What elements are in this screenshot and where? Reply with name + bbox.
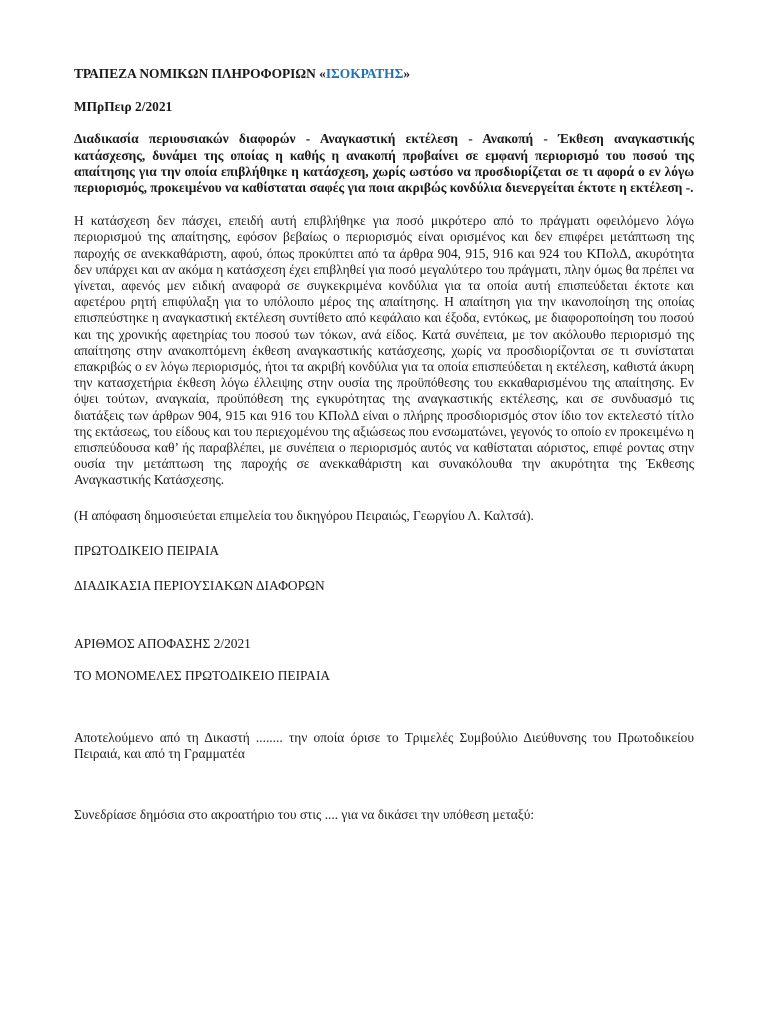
document-page (74, 66, 694, 823)
summary-paragraph: Διαδικασία περιουσιακών διαφορών - Αναγκαστική εκτέλεση - Ανακοπή - Έκθεση αναγκαστικής κατάσχεσης, δυνάμει της οποίας η καθής η ανακοπή προβαίνει σε εμφανή περιορισμό του ποσού της απαίτησης για την οποία επιβλήθηκε η κατάσχεση, χωρίς ωστόσο να προσδιορίζεται σε τι αφορά ο εν λόγω περιορισμός, προκειμένου να καθίσταται σαφές για ποια ακριβώς κονδύλια διενεργείται έκτοτε η εκτέλεση -. (74, 131, 694, 196)
document-title (74, 66, 694, 82)
court-composition: Αποτελούμενο από τη Δικαστή ........ την οποία όρισε το Τριμελές Συμβούλιο Διεύθυνσης του Πρωτοδικείου Πειραιά, και από τη Γραμματέα (74, 729, 694, 761)
court-full-name: ΤΟ ΜΟΝΟΜΕΛΕΣ ΠΡΩΤΟΔΙΚΕΙΟ ΠΕΙΡΑΙΑ (74, 668, 331, 684)
body-paragraph: Η κατάσχεση δεν πάσχει, επειδή αυτή επιβλήθηκε για ποσό μικρότερο από το πράγματι οφειλόμενο λόγω περιορισμού της απαίτησης, εφόσον βεβαίως ο περιορισμός είναι ορισμένος και δεν επιφέρει μετάπτωση της παροχής σε ανεκκαθάριστη, αφού, όπως προκύπτει από τα άρθρα 904, 915, 916 και 924 του ΚΠολΔ, ακυρότητα δεν υπάρχει και αν ακόμα η κατάσχεση έχει επιβληθεί για ποσό μεγαλύτερο του πράγματι, πλην όμως θα πρέπει να γίνεται, αφενός μεν ειδική αναφορά σε συγκεκριμένα κονδύλια για τα οποία αυτή επισπεύδεται έκτοτε και αφετέρου ρητή επιφύλαξη για το υπόλοιπο μέρος της απαίτησης. Η απαίτηση για την ικανοποίηση της οποίας επισπεύστηκε η αναγκαστική εκτέλεση συντίθετο από κεφάλαιο και έξοδα, εντόκως, με διαφοροποίηση του ποσού και της χρονικής αφετηρίας του ποσού των τόκων, ανά είδος. Κατά συνέπεια, με τον ακόλουθο περιορισμό της απαίτησης στην ανακοπτόμενη έκθεση αναγκαστικής κατάσχεσης, χωρίς να προσδιορίζονται σε τι συνίσταται επακριβώς ο εν λόγω περιορισμός, ήτοι τα ακριβή κονδύλια για τα οποία επισπεύδεται η εκτέλεση, καθιστά άκυρη την κατασχετήρια έκθεση λόγω έλλειψης στην ουσία της προϋπόθεσης του εκκαθαρισμένου της απαίτησης. Εν όψει τούτων, αναγκαία, προϋπόθεση της εγκυρότητας της αναγκαστικής εκτέλεσης, και σε συνδυασμό τις διατάξεις των άρθρων 904, 915 και 916 του ΚΠολΔ είναι ο πλήρης προσδιορισμός στον ίδιο τον εκτελεστό τίτλο της εκτάσεως, του είδους και του περιεχομένου της αξιώσεως που ενσωματώνει, γεγονός το οποίο εν προκειμένω η επισπεύδουσα καθ’ ής παραβλέπει, με συνέπεια ο περιορισμός αυτός να καθίσταται αόριστος, επιφέ ροντας στην ουσία την μετάπτωση της παροχής σε ανεκκαθάριστη και συνακόλουθα την ακυρότητα της Έκθεσης Αναγκαστικής Κατάσχεσης. (74, 213, 694, 488)
case-number: ΜΠρΠειρ 2/2021 (74, 99, 173, 115)
decision-number: ΑΡΙΘΜΟΣ ΑΠΟΦΑΣΗΣ 2/2021 (74, 636, 251, 652)
title-prefix: ΤΡΑΠΕΖΑ ΝΟΜΙΚΩΝ ΠΛΗΡΟΦΟΡΙΩΝ « (74, 66, 326, 81)
session-statement: Συνεδρίασε δημόσια στο ακροατήριο του στις .... για να δικάσει την υπόθεση μεταξύ: (74, 807, 535, 823)
publication-note: (Η απόφαση δημοσιεύεται επιμελεία του δικηγόρου Πειραιώς, Γεωργίου Λ. Καλτσά). (74, 507, 534, 523)
procedure-type: ΔΙΑΔΙΚΑΣΙΑ ΠΕΡΙΟΥΣΙΑΚΩΝ ΔΙΑΦΟΡΩΝ (74, 578, 325, 594)
isokratis-link[interactable]: ΙΣΟΚΡΑΤΗΣ (325, 66, 404, 81)
title-suffix: » (403, 66, 411, 81)
court-name: ΠΡΩΤΟΔΙΚΕΙΟ ΠΕΙΡΑΙΑ (74, 542, 220, 558)
